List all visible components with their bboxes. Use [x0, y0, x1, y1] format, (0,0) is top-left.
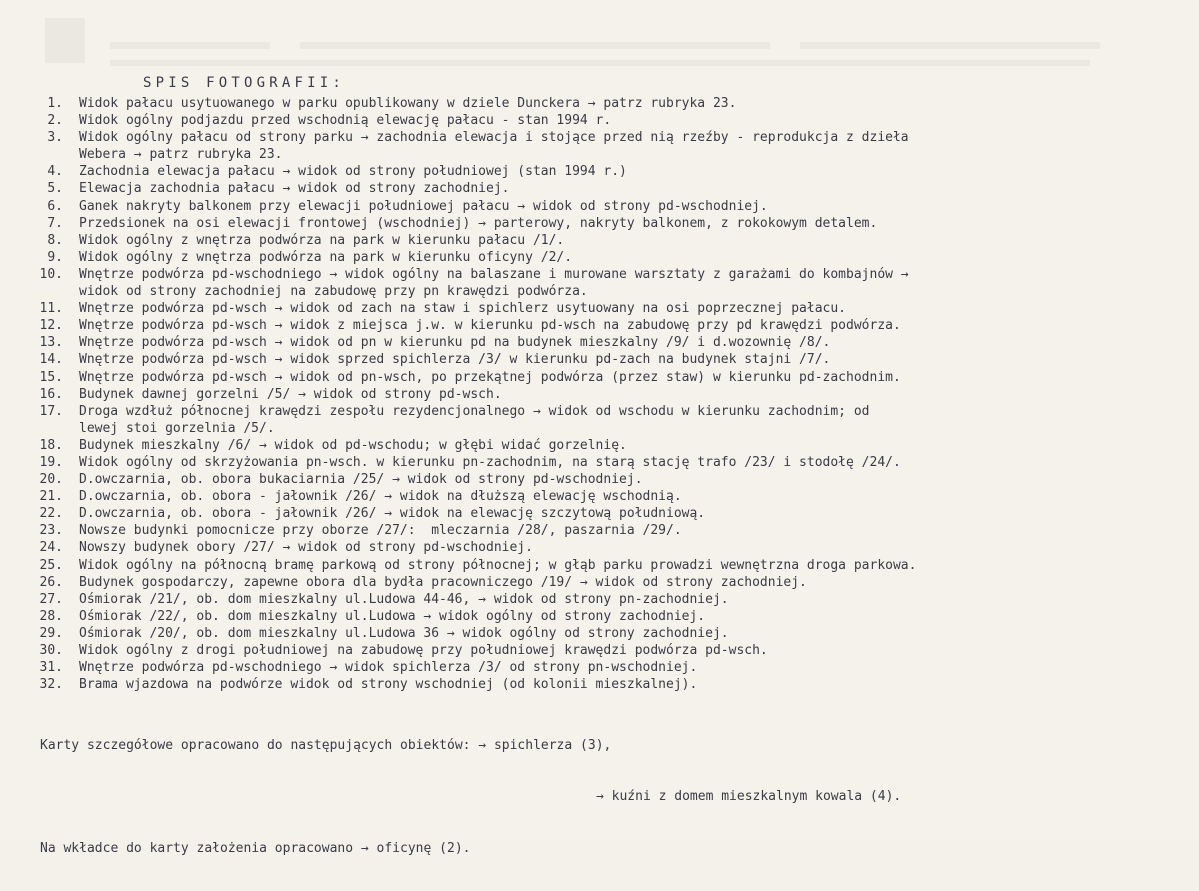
item-number: 29.	[39, 625, 63, 641]
item-number: 2.	[47, 113, 63, 129]
list-item	[30, 369, 1170, 386]
item-text: Wnętrze podwórza pd-wsch → widok z miejsca j.w. w kierunku pd-wsch na zabudowę przy pd krawędzi podwórza.	[79, 318, 901, 334]
item-text: Widok ogólny z wnętrza podwórza na park w kierunku pałacu /1/.	[79, 232, 565, 248]
item-text: Przedsionek na osi elewacji frontowej (wschodniej) → parterowy, nakryty balkonem, z rokokowym detalem.	[79, 215, 878, 231]
item-number: 30.	[39, 643, 63, 658]
item-text: Widok ogólny podjazdu przed wschodnią elewację pałacu - stan 1994 r.	[79, 113, 612, 129]
list-item	[30, 163, 1170, 180]
item-text: Droga wzdłuż północnej krawędzi zespołu rezydencjonalnego → widok od wschodu w kierunku zachodnim; od lewej stoi gorzelnia /5/.	[79, 403, 870, 436]
item-text: Widok ogólny z wnętrza podwórza na park w kierunku oficyny /2/.	[79, 249, 573, 265]
list-item	[30, 522, 1170, 539]
item-number: 11.	[39, 301, 63, 317]
item-number: 23.	[39, 523, 63, 539]
item-text: Wnętrze podwórza pd-wsch → widok od zach na staw i spichlerz usytuowany na osi poprzecznej pałacu.	[79, 301, 847, 317]
item-text: Wnętrze podwórza pd-wsch → widok sprzed spichlerza /3/ w kierunku pd-zach na budynek stajni /7/.	[79, 352, 831, 368]
list-item	[30, 591, 1170, 608]
list-item	[30, 471, 1170, 488]
item-number: 17.	[39, 403, 63, 419]
list-item	[30, 215, 1170, 232]
item-number: 16.	[39, 386, 63, 402]
item-text: Widok pałacu usytuowanego w parku opublikowany w dziele Dunckera → patrz rubryka 23.	[79, 96, 737, 111]
list-item	[30, 300, 1170, 317]
item-number: 20.	[39, 472, 63, 488]
item-text: Budynek gospodarczy, zapewne obora dla bydła pracowniczego /19/ → widok od strony zachodniej.	[79, 574, 807, 590]
item-number: 31.	[39, 660, 63, 676]
item-number: 10.	[39, 266, 63, 282]
list-item	[30, 557, 1170, 574]
item-number: 6.	[47, 198, 63, 214]
list-item	[30, 351, 1170, 368]
item-text: D.owczarnia, ob. obora bukaciarnia /25/ → widok od strony pd-wschodniej.	[79, 472, 643, 488]
item-text: Widok ogólny na północną bramę parkową od strony północnej; w głąb parku prowadzi wewnętrzna droga parkowa.	[79, 557, 917, 573]
item-number: 7.	[47, 215, 63, 231]
item-text: Ganek nakryty balkonem przy elewacji południowej pałacu → widok od strony pd-wschodniej.	[79, 198, 768, 214]
item-text: Wnętrze podwórza pd-wsch → widok od pn w kierunku pd na budynek mieszkalny /9/ i d.wozownię /8/.	[79, 335, 831, 351]
list-item	[30, 676, 1170, 693]
item-number: 5.	[47, 181, 63, 197]
list-item	[30, 317, 1170, 334]
list-item	[30, 625, 1170, 642]
list-item	[30, 249, 1170, 266]
item-number: 12.	[39, 318, 63, 334]
photo-list	[30, 95, 1170, 693]
item-text: Wnętrze podwórza pd-wsch → widok od pn-wsch, po przekątnej podwórza (przez staw) w kierunku pd-zachodnim.	[79, 369, 901, 385]
item-number: 26.	[39, 574, 63, 590]
item-number: 21.	[39, 489, 63, 505]
footer-line-2: → kuźni z domem mieszkalnym kowala (4).	[596, 789, 902, 805]
item-number: 28.	[39, 608, 63, 624]
item-number: 3.	[47, 130, 63, 146]
item-text: Nowsze budynki pomocnicze przy oborze /27/: mleczarnia /28/, paszarnia /29/.	[79, 523, 682, 539]
item-text: Budynek mieszkalny /6/ → widok od pd-wschodu; w głębi widać gorzelnię.	[79, 437, 627, 453]
list-item	[30, 403, 1170, 437]
list-item	[30, 642, 1170, 659]
list-item	[30, 232, 1170, 249]
item-number: 15.	[39, 369, 63, 385]
item-number: 24.	[39, 540, 63, 556]
list-item	[30, 129, 1170, 163]
item-number: 1.	[47, 96, 63, 111]
item-text: Elewacja zachodnia pałacu → widok od strony zachodniej.	[79, 181, 510, 197]
item-number: 25.	[39, 557, 63, 573]
document-footer	[40, 703, 901, 891]
item-text: Ośmiorak /22/, ob. dom mieszkalny ul.Ludowa → widok ogólny od strony zachodniej.	[79, 608, 706, 624]
item-text: Nowszy budynek obory /27/ → widok od strony pd-wschodniej.	[79, 540, 533, 556]
list-item	[30, 198, 1170, 215]
item-text: Widok ogólny z drogi południowej na zabudowę przy południowej krawędzi podwórza pd-wsch.	[79, 643, 768, 658]
item-text: Ośmiorak /20/, ob. dom mieszkalny ul.Ludowa 36 → widok ogólny od strony zachodniej.	[79, 625, 729, 641]
item-text: Zachodnia elewacja pałacu → widok od strony południowej (stan 1994 r.)	[79, 164, 627, 180]
list-item	[30, 659, 1170, 676]
item-text: D.owczarnia, ob. obora - jałownik /26/ → widok na dłuższą elewację wschodnią.	[79, 489, 682, 505]
item-number: 22.	[39, 506, 63, 522]
list-item	[30, 608, 1170, 625]
item-text: Widok ogólny od skrzyżowania pn-wsch. w kierunku pn-zachodnim, na starą stację trafo /23/ i stodołę /24/.	[79, 454, 901, 470]
item-number: 8.	[47, 232, 63, 248]
item-text: Ośmiorak /21/, ob. dom mieszkalny ul.Ludowa 44-46, → widok od strony pn-zachodniej.	[79, 591, 729, 607]
show-through-text-mark	[40, 10, 1160, 80]
item-number: 27.	[39, 591, 63, 607]
item-text: Wnętrze podwórza pd-wschodniego → widok spichlerza /3/ od strony pn-wschodniej.	[79, 660, 698, 676]
item-number: 32.	[39, 677, 63, 693]
item-text: Widok ogólny pałacu od strony parku → zachodnia elewacja i stojące przed nią rzeźby - reprodukcja z dzieła Webera → patrz rubryka 23.	[79, 130, 909, 163]
item-number: 19.	[39, 454, 63, 470]
item-number: 14.	[39, 352, 63, 368]
item-number: 13.	[39, 335, 63, 351]
footer-line-3: Na wkładce do karty założenia opracowano → oficynę (2).	[40, 840, 471, 856]
list-item	[30, 574, 1170, 591]
item-text: D.owczarnia, ob. obora - jałownik /26/ → widok na elewację szczytową południową.	[79, 506, 706, 522]
item-text: Brama wjazdowa na podwórze widok od strony wschodniej (od kolonii mieszkalnej).	[79, 677, 698, 693]
list-item	[30, 505, 1170, 522]
list-item	[30, 437, 1170, 454]
list-item	[30, 488, 1170, 505]
item-text: Wnętrze podwórza pd-wschodniego → widok ogólny na balaszane i murowane warsztaty z garażami do kombajnów → widok od strony zachodniej na zabudowę przy pn krawędzi podwórza.	[79, 266, 909, 300]
list-item	[30, 266, 1170, 300]
list-item	[30, 95, 1170, 112]
list-item	[30, 539, 1170, 556]
list-item	[30, 454, 1170, 471]
list-item	[30, 112, 1170, 129]
item-number: 9.	[47, 249, 63, 265]
list-item	[30, 334, 1170, 351]
list-item	[30, 386, 1170, 403]
item-text: Budynek dawnej gorzelni /5/ → widok od strony pd-wsch.	[79, 386, 502, 402]
item-number: 4.	[47, 164, 63, 180]
list-item	[30, 180, 1170, 197]
footer-line-1: Karty szczegółowe opracowano do następujących obiektów: → spichlerza (3),	[40, 738, 612, 754]
item-number: 18.	[39, 437, 63, 453]
document-title: SPIS FOTOGRAFII:	[143, 75, 346, 91]
